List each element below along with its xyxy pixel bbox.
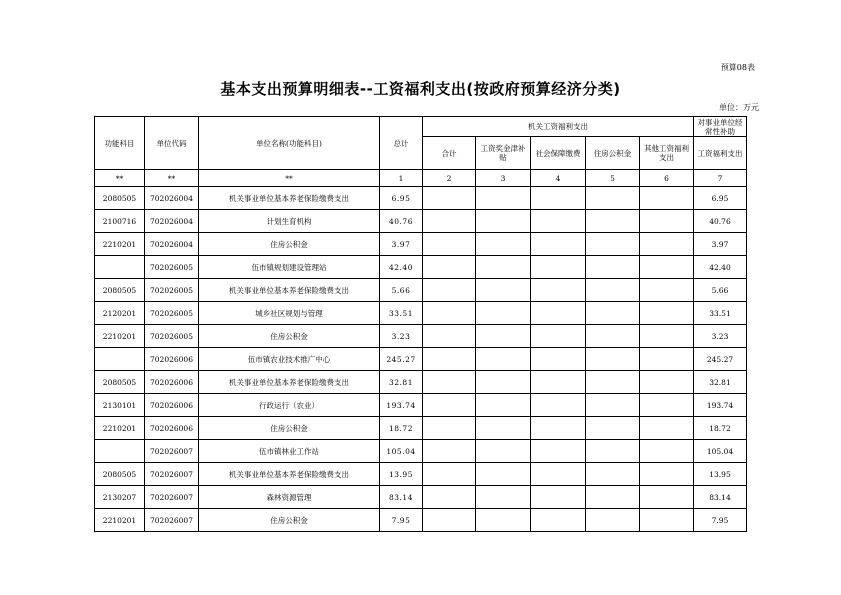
table-row (95, 210, 747, 233)
table-row (95, 233, 747, 256)
func-subject-cell: 2210201 (95, 417, 145, 440)
social-security-cell (531, 440, 586, 463)
header-unit-name: 单位名称(功能科目) (199, 117, 380, 170)
inst-wage-cell: 3.23 (694, 325, 747, 348)
unit-code-cell: 702026005 (145, 325, 199, 348)
subtotal-cell (423, 440, 476, 463)
header-unit-code: 单位代码 (145, 117, 199, 170)
wage-bonus-cell (476, 486, 531, 509)
housing-fund-cell (586, 509, 640, 532)
subtotal-cell (423, 325, 476, 348)
other-wage-cell (640, 187, 694, 210)
total-cell: 3.97 (380, 233, 423, 256)
table-row (95, 279, 747, 302)
unit-name-cell: 住房公积金 (199, 233, 380, 256)
inst-wage-cell: 6.95 (694, 187, 747, 210)
other-wage-cell (640, 325, 694, 348)
inst-wage-cell: 33.51 (694, 302, 747, 325)
func-subject-cell: 2130207 (95, 486, 145, 509)
header-other-wage: 其他工资福利支出 (640, 137, 694, 170)
social-security-cell (531, 486, 586, 509)
other-wage-cell (640, 509, 694, 532)
unit-code-cell: 702026004 (145, 210, 199, 233)
other-wage-cell (640, 440, 694, 463)
index-cell: ** (95, 170, 145, 187)
func-subject-cell (95, 440, 145, 463)
unit-code-cell: 702026005 (145, 279, 199, 302)
total-cell: 105.04 (380, 440, 423, 463)
housing-fund-cell (586, 210, 640, 233)
total-cell: 33.51 (380, 302, 423, 325)
unit-name-cell: 伍市镇农业技术推广中心 (199, 348, 380, 371)
wage-bonus-cell (476, 325, 531, 348)
social-security-cell (531, 371, 586, 394)
social-security-cell (531, 463, 586, 486)
social-security-cell (531, 325, 586, 348)
total-cell: 193.74 (380, 394, 423, 417)
unit-name-cell: 机关事业单位基本养老保险缴费支出 (199, 279, 380, 302)
social-security-cell (531, 348, 586, 371)
unit-name-cell: 城乡社区规划与管理 (199, 302, 380, 325)
func-subject-cell: 2130101 (95, 394, 145, 417)
housing-fund-cell (586, 233, 640, 256)
table-row (95, 302, 747, 325)
header-org-wage-group: 机关工资福利支出 (423, 117, 694, 137)
housing-fund-cell (586, 486, 640, 509)
func-subject-cell: 2080505 (95, 187, 145, 210)
unit-name-cell: 住房公积金 (199, 509, 380, 532)
inst-wage-cell: 245.27 (694, 348, 747, 371)
header-inst-subsidy-group: 对事业单位经常性补助 (694, 117, 747, 137)
header-inst-wage: 工资福利支出 (694, 137, 747, 170)
housing-fund-cell (586, 394, 640, 417)
other-wage-cell (640, 210, 694, 233)
wage-bonus-cell (476, 348, 531, 371)
unit-code-cell: 702026007 (145, 463, 199, 486)
table-row (95, 486, 747, 509)
other-wage-cell (640, 486, 694, 509)
page-title: 基本支出预算明细表--工资福利支出(按政府预算经济分类) (220, 80, 621, 98)
header-housing-fund: 住房公积金 (586, 137, 640, 170)
subtotal-cell (423, 417, 476, 440)
subtotal-cell (423, 509, 476, 532)
social-security-cell (531, 279, 586, 302)
header-wage-bonus: 工资奖金津补贴 (476, 137, 531, 170)
housing-fund-cell (586, 371, 640, 394)
index-cell: 2 (423, 170, 476, 187)
table-row (95, 371, 747, 394)
header-social-security: 社会保障缴费 (531, 137, 586, 170)
table-row (95, 348, 747, 371)
subtotal-cell (423, 256, 476, 279)
unit-name-cell: 计划生育机构 (199, 210, 380, 233)
wage-bonus-cell (476, 440, 531, 463)
social-security-cell (531, 187, 586, 210)
wage-bonus-cell (476, 394, 531, 417)
total-cell: 5.66 (380, 279, 423, 302)
inst-wage-cell: 105.04 (694, 440, 747, 463)
unit-name-cell: 森林资源管理 (199, 486, 380, 509)
unit-code-cell: 702026006 (145, 417, 199, 440)
index-row (95, 170, 747, 187)
wage-bonus-cell (476, 256, 531, 279)
subtotal-cell (423, 187, 476, 210)
inst-wage-cell: 32.81 (694, 371, 747, 394)
subtotal-cell (423, 486, 476, 509)
unit-code-cell: 702026004 (145, 233, 199, 256)
housing-fund-cell (586, 463, 640, 486)
inst-wage-cell: 18.72 (694, 417, 747, 440)
subtotal-cell (423, 463, 476, 486)
social-security-cell (531, 417, 586, 440)
other-wage-cell (640, 417, 694, 440)
inst-wage-cell: 40.76 (694, 210, 747, 233)
inst-wage-cell: 5.66 (694, 279, 747, 302)
index-cell: 4 (531, 170, 586, 187)
unit-code-cell: 702026006 (145, 371, 199, 394)
subtotal-cell (423, 210, 476, 233)
other-wage-cell (640, 348, 694, 371)
social-security-cell (531, 394, 586, 417)
social-security-cell (531, 233, 586, 256)
subtotal-cell (423, 233, 476, 256)
housing-fund-cell (586, 325, 640, 348)
unit-name-cell: 伍市镇规划建设管理站 (199, 256, 380, 279)
func-subject-cell: 2100716 (95, 210, 145, 233)
social-security-cell (531, 302, 586, 325)
housing-fund-cell (586, 440, 640, 463)
housing-fund-cell (586, 302, 640, 325)
func-subject-cell (95, 256, 145, 279)
wage-bonus-cell (476, 509, 531, 532)
unit-code-cell: 702026007 (145, 440, 199, 463)
inst-wage-cell: 3.97 (694, 233, 747, 256)
table-row (95, 463, 747, 486)
other-wage-cell (640, 394, 694, 417)
subtotal-cell (423, 302, 476, 325)
unit-code-cell: 702026006 (145, 394, 199, 417)
unit-name-cell: 机关事业单位基本养老保险缴费支出 (199, 187, 380, 210)
func-subject-cell: 2210201 (95, 509, 145, 532)
housing-fund-cell (586, 256, 640, 279)
index-cell: 1 (380, 170, 423, 187)
total-cell: 18.72 (380, 417, 423, 440)
table-row (95, 256, 747, 279)
func-subject-cell: 2080505 (95, 371, 145, 394)
total-cell: 40.76 (380, 210, 423, 233)
form-number: 预算08表 (720, 63, 755, 72)
unit-name-cell: 伍市镇林业工作站 (199, 440, 380, 463)
social-security-cell (531, 210, 586, 233)
budget-table (94, 116, 747, 532)
unit-code-cell: 702026007 (145, 509, 199, 532)
table-row (95, 325, 747, 348)
wage-bonus-cell (476, 463, 531, 486)
other-wage-cell (640, 463, 694, 486)
header-row-1 (95, 117, 747, 137)
inst-wage-cell: 7.95 (694, 509, 747, 532)
unit-code-cell: 702026004 (145, 187, 199, 210)
table-row (95, 187, 747, 210)
other-wage-cell (640, 256, 694, 279)
unit-code-cell: 702026006 (145, 348, 199, 371)
inst-wage-cell: 193.74 (694, 394, 747, 417)
wage-bonus-cell (476, 371, 531, 394)
index-cell: ** (145, 170, 199, 187)
unit-code-cell: 702026007 (145, 486, 199, 509)
total-cell: 245.27 (380, 348, 423, 371)
wage-bonus-cell (476, 417, 531, 440)
unit-name-cell: 住房公积金 (199, 417, 380, 440)
subtotal-cell (423, 371, 476, 394)
total-cell: 13.95 (380, 463, 423, 486)
index-cell: 3 (476, 170, 531, 187)
housing-fund-cell (586, 417, 640, 440)
func-subject-cell: 2080505 (95, 279, 145, 302)
table-row (95, 417, 747, 440)
index-cell: 7 (694, 170, 747, 187)
subtotal-cell (423, 348, 476, 371)
total-cell: 32.81 (380, 371, 423, 394)
unit-label: 单位：万元 (719, 103, 759, 112)
unit-name-cell: 机关事业单位基本养老保险缴费支出 (199, 463, 380, 486)
unit-name-cell: 机关事业单位基本养老保险缴费支出 (199, 371, 380, 394)
total-cell: 3.23 (380, 325, 423, 348)
wage-bonus-cell (476, 233, 531, 256)
index-cell: 5 (586, 170, 640, 187)
other-wage-cell (640, 371, 694, 394)
header-func-subject: 功能科目 (95, 117, 145, 170)
index-cell: ** (199, 170, 380, 187)
wage-bonus-cell (476, 279, 531, 302)
inst-wage-cell: 13.95 (694, 463, 747, 486)
total-cell: 6.95 (380, 187, 423, 210)
func-subject-cell (95, 348, 145, 371)
table-row (95, 394, 747, 417)
table-row (95, 440, 747, 463)
subtotal-cell (423, 394, 476, 417)
other-wage-cell (640, 302, 694, 325)
func-subject-cell: 2080505 (95, 463, 145, 486)
index-cell: 6 (640, 170, 694, 187)
housing-fund-cell (586, 187, 640, 210)
func-subject-cell: 2210201 (95, 325, 145, 348)
unit-code-cell: 702026005 (145, 302, 199, 325)
social-security-cell (531, 256, 586, 279)
other-wage-cell (640, 233, 694, 256)
total-cell: 42.40 (380, 256, 423, 279)
unit-name-cell: 行政运行（农业） (199, 394, 380, 417)
inst-wage-cell: 83.14 (694, 486, 747, 509)
table-row (95, 509, 747, 532)
inst-wage-cell: 42.40 (694, 256, 747, 279)
wage-bonus-cell (476, 210, 531, 233)
other-wage-cell (640, 279, 694, 302)
unit-name-cell: 住房公积金 (199, 325, 380, 348)
social-security-cell (531, 509, 586, 532)
total-cell: 7.95 (380, 509, 423, 532)
func-subject-cell: 2120201 (95, 302, 145, 325)
subtotal-cell (423, 279, 476, 302)
housing-fund-cell (586, 279, 640, 302)
total-cell: 83.14 (380, 486, 423, 509)
unit-code-cell: 702026005 (145, 256, 199, 279)
func-subject-cell: 2210201 (95, 233, 145, 256)
header-subtotal: 合计 (423, 137, 476, 170)
header-total: 总计 (380, 117, 423, 170)
wage-bonus-cell (476, 187, 531, 210)
housing-fund-cell (586, 348, 640, 371)
wage-bonus-cell (476, 302, 531, 325)
